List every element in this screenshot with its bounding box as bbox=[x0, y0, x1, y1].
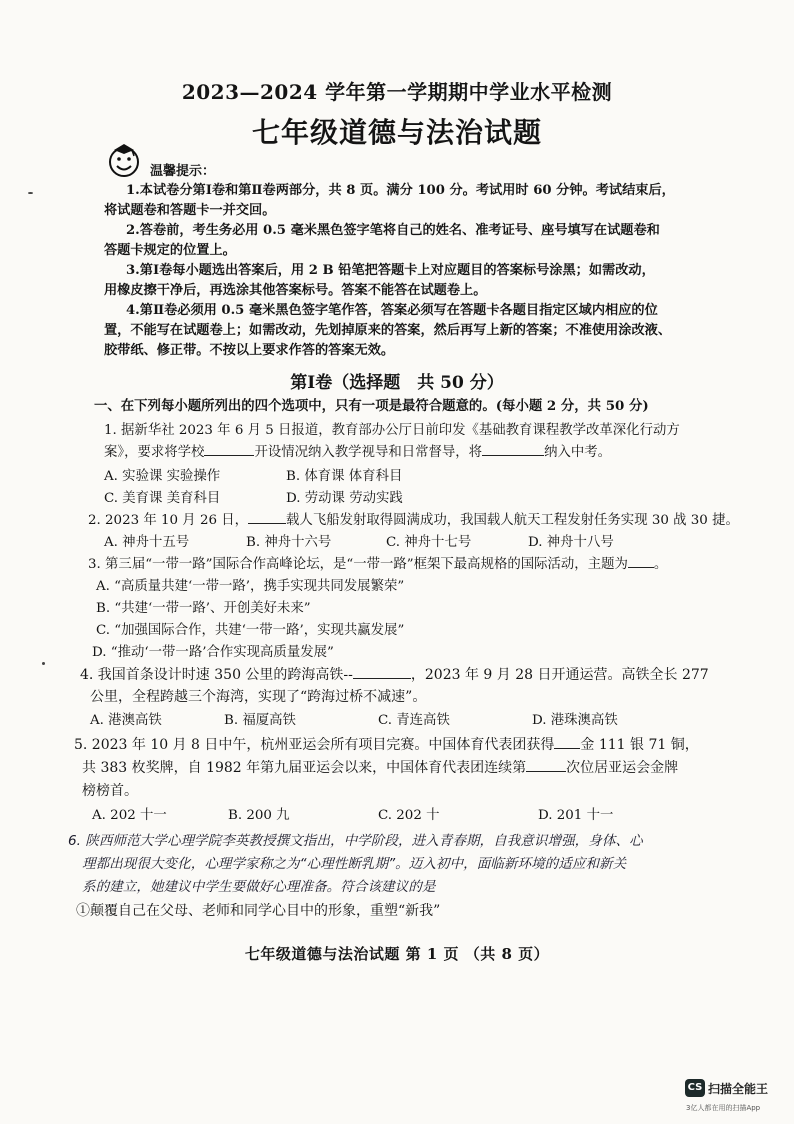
q1-option-c: C. 美育课 美育科目 bbox=[104, 491, 221, 506]
answer-blank bbox=[353, 666, 411, 679]
page-footer: 七年级道德与法治试题 第 1 页 （共 8 页） bbox=[244, 945, 550, 963]
notice-line-8: 置，不能写在试题卷上；如需改动，先划掉原来的答案，然后再写上新的答案；不准使用涂改液、 bbox=[104, 323, 672, 338]
q3-option-b: B. “共建‘一带一路’、开创美好未来” bbox=[96, 601, 311, 616]
q4-option-d: D. 港珠澳高铁 bbox=[532, 713, 618, 728]
scan-speck bbox=[28, 192, 33, 194]
q1-stem-line-2: 案》，要求将学校 开设情况纳入教学视导和日常督导，将 纳入中考。 bbox=[104, 445, 612, 460]
q4-option-c: C. 青连高铁 bbox=[378, 713, 450, 728]
q3-option-d: D. “推动‘一带一路’合作实现高质量发展” bbox=[92, 645, 334, 660]
q4-option-a: A. 港澳高铁 bbox=[90, 713, 162, 728]
notice-label: 温馨提示： bbox=[150, 164, 216, 179]
notice-line-4: 答题卡规定的位置上。 bbox=[104, 243, 236, 258]
q3-stem: 3. 第三届“一带一路”国际合作高峰论坛，是“一带一路”框架下最高规格的国际活动，主题为 。 bbox=[88, 557, 668, 572]
answer-blank bbox=[204, 443, 254, 456]
smiley-face-icon bbox=[102, 138, 146, 182]
q5-option-c: C. 202 十 bbox=[378, 808, 440, 823]
camscanner-logo-icon: CS bbox=[685, 1079, 705, 1097]
q2-option-b: B. 神舟十六号 bbox=[246, 535, 332, 550]
q5-option-b: B. 200 九 bbox=[228, 808, 290, 823]
q3-option-a: A. “高质量共建‘一带一路’，携手实现共同发展繁荣” bbox=[96, 579, 405, 594]
section-instruction: 一、在下列每小题所列出的四个选项中，只有一项是最符合题意的。(每小题 2 分，共 50 分) bbox=[94, 398, 649, 414]
q6-stem-line-3: 系的建立，她建议中学生要做好心理准备。符合该建议的是 bbox=[82, 879, 436, 895]
q2-option-a: A. 神舟十五号 bbox=[104, 535, 190, 550]
notice-line-2: 将试题卷和答题卡一并交回。 bbox=[104, 203, 276, 218]
q1-stem-line-1: 1. 据新华社 2023 年 6 月 5 日报道，教育部办公厅日前印发《基础教育课程教学改革深化行动方 bbox=[104, 423, 680, 438]
q2-option-c: C. 神舟十七号 bbox=[386, 535, 472, 550]
q5-stem-line-2: 共 383 枚奖牌，自 1982 年第九届亚运会以来，中国体育代表团连续第 次位居亚运会金牌 bbox=[82, 760, 679, 776]
answer-blank bbox=[554, 736, 580, 749]
q6-stem-line-1: 6. 陕西师范大学心理学院李英教授撰文指出，中学阶段，进入青春期，自我意识增强，身体、心 bbox=[68, 833, 643, 849]
q6-stem-line-2: 理都出现很大变化，心理学家称之为“心理性断乳期”。迈入初中，面临新环境的适应和新关 bbox=[82, 856, 627, 872]
scan-speck bbox=[42, 662, 45, 665]
q4-stem-line-1: 4. 我国首条设计时速 350 公里的跨海高铁-- ，2023 年 9 月 28 日开通运营。高铁全长 277 bbox=[80, 667, 709, 683]
answer-blank bbox=[526, 759, 566, 772]
q5-option-d: D. 201 十一 bbox=[538, 808, 614, 823]
answer-blank bbox=[248, 511, 286, 524]
scanner-app-name: 扫描全能王 bbox=[708, 1082, 769, 1096]
q4-stem-line-2: 公里，全程跨越三个海湾，实现了“跨海过桥不减速”。 bbox=[90, 689, 427, 705]
notice-line-9: 胶带纸、修正带。不按以上要求作答的答案无效。 bbox=[104, 343, 395, 358]
exam-title: 2023—2024 学年第一学期期中学业水平检测 bbox=[181, 80, 613, 104]
section-title: 第Ⅰ卷（选择题 共 50 分） bbox=[290, 373, 504, 393]
q3-option-c: C. “加强国际合作，共建‘一带一路’，实现共赢发展” bbox=[96, 623, 405, 638]
q6-option-1: ①颠覆自己在父母、老师和同学心目中的形象，重塑“新我” bbox=[76, 903, 441, 919]
notice-line-6: 用橡皮擦干净后，再选涂其他答案标号。答案不能答在试题卷上。 bbox=[104, 283, 487, 298]
q4-option-b: B. 福厦高铁 bbox=[224, 713, 296, 728]
q1-option-a: A. 实验课 实验操作 bbox=[104, 469, 221, 484]
q5-option-a: A. 202 十一 bbox=[92, 808, 167, 823]
exam-subtitle: 七年级道德与法治试题 bbox=[251, 116, 542, 149]
q5-stem-line-3: 榜榜首。 bbox=[82, 783, 138, 799]
notice-line-1: 1.本试卷分第Ⅰ卷和第Ⅱ卷两部分，共 8 页。满分 100 分。考试用时 60 分钟。考试结束后， bbox=[126, 183, 675, 198]
answer-blank bbox=[628, 555, 654, 568]
notice-line-3: 2.答卷前，考生务必用 0.5 毫米黑色签字笔将自己的姓名、准考证号、座号填写在试题卷和 bbox=[126, 223, 660, 238]
q1-option-b: B. 体育课 体育科目 bbox=[286, 469, 403, 484]
notice-line-5: 3.第Ⅰ卷每小题选出答案后，用 2 B 铅笔把答题卡上对应题目的答案标号涂黑；如需改动， bbox=[126, 263, 655, 278]
q5-stem-line-1: 5. 2023 年 10 月 8 日中午，杭州亚运会所有项目完赛。中国体育代表团获得 金 111 银 71 铜， bbox=[74, 737, 699, 753]
answer-blank bbox=[482, 443, 544, 456]
q1-option-d: D. 劳动课 劳动实践 bbox=[286, 491, 403, 506]
q2-stem: 2. 2023 年 10 月 26 日， 载人飞船发射取得圆满成功，我国载人航天工程发射任务实现 30 战 30 捷。 bbox=[88, 513, 739, 528]
q2-option-d: D. 神舟十八号 bbox=[528, 535, 614, 550]
scanner-app-tagline: 3亿人都在用的扫描App bbox=[686, 1104, 761, 1112]
notice-line-7: 4.第Ⅱ卷必须用 0.5 毫米黑色签字笔作答，答案必须写在答题卡各题目指定区域内相应的位 bbox=[126, 303, 658, 318]
